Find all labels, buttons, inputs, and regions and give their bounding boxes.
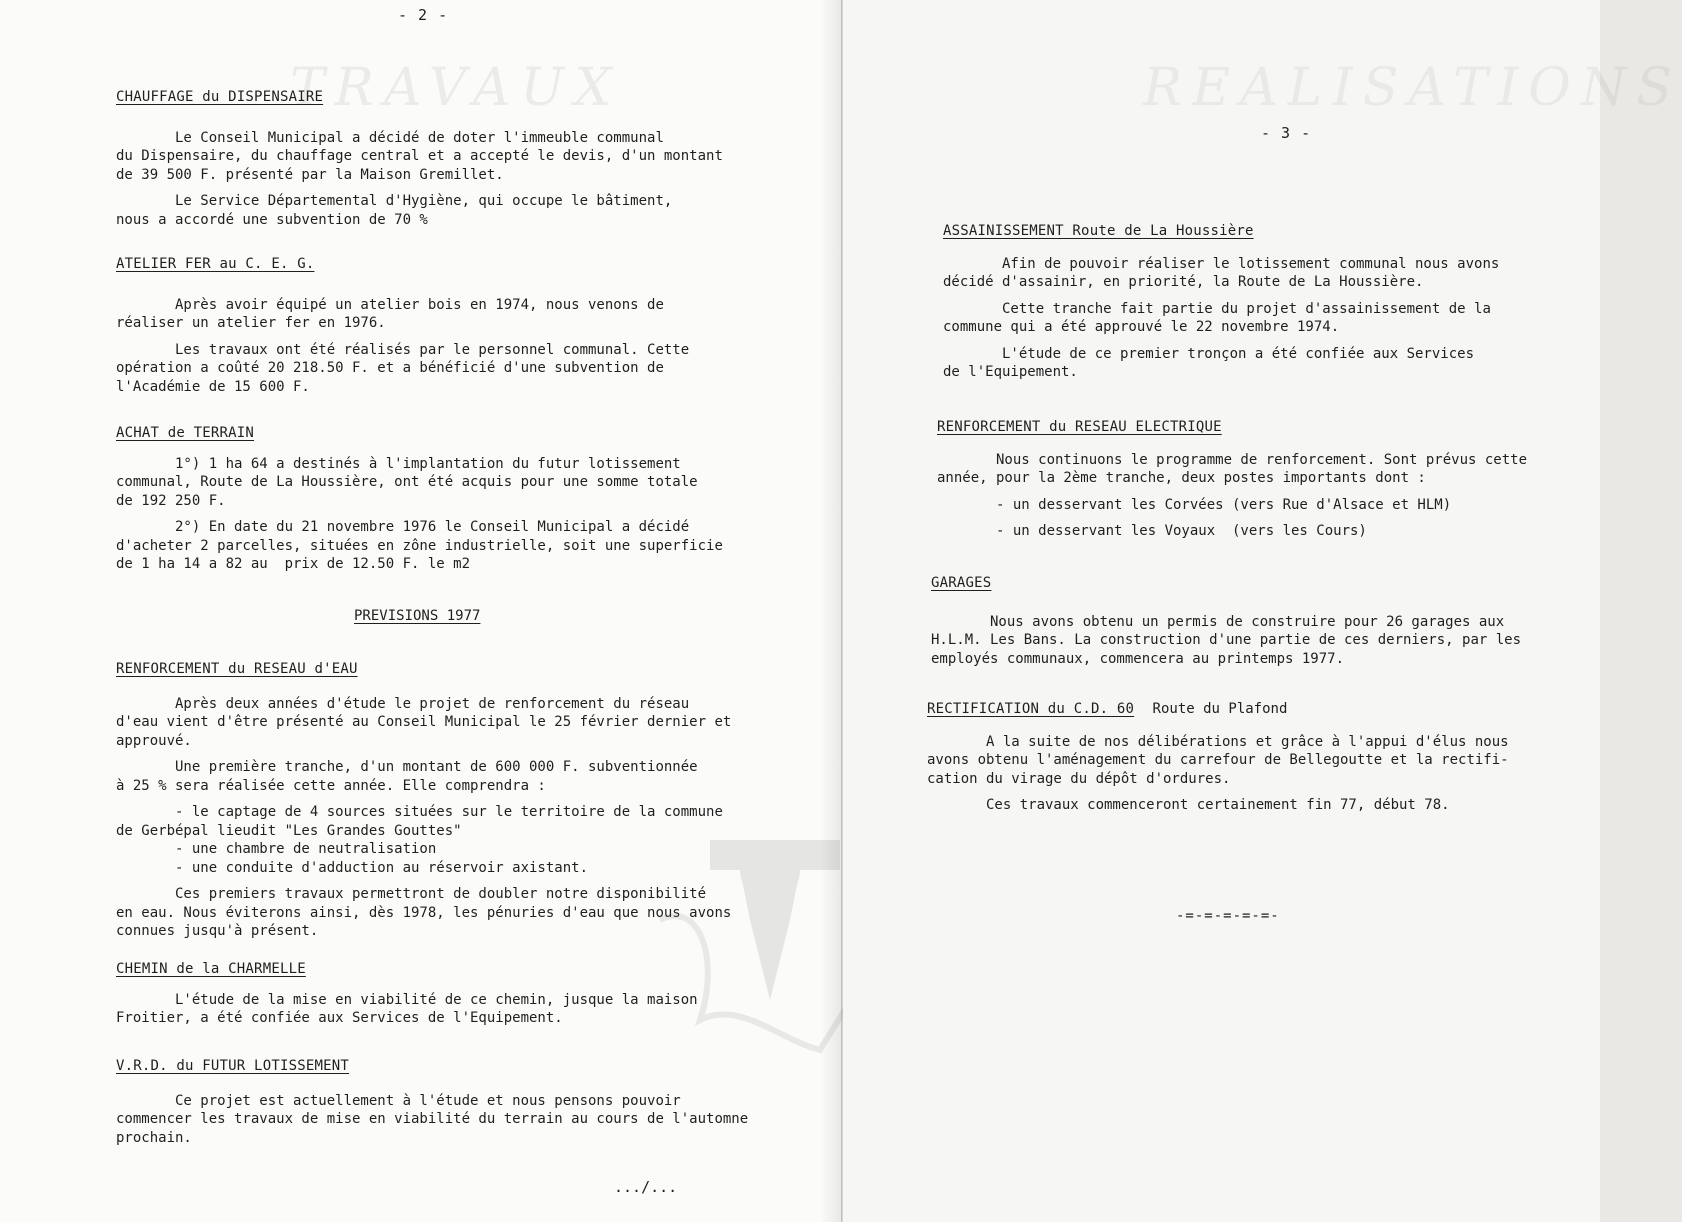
section-heading: CHEMIN de la CHARMELLE	[116, 961, 306, 977]
paragraph: 2°) En date du 21 novembre 1976 le Conseil Municipal a décidé d'acheter 2 parcelles, situées en zône industrielle, soit une superficie de 1 ha 14 a 82 au prix de 12.50 F. le m2	[116, 519, 723, 572]
section-garages	[931, 574, 1521, 668]
page-number: - 2 -	[398, 6, 449, 24]
section-heading: ACHAT de TERRAIN	[116, 425, 255, 441]
paragraph: Le Service Départemental d'Hygiène, qui occupe le bâtiment, nous a accordé une subvention de 70 %	[116, 193, 673, 228]
page-number: - 3 -	[1261, 124, 1312, 142]
paragraph: Le Conseil Municipal a décidé de doter l'immeuble communal du Dispensaire, du chauffage central et a accepté le devis, d'un montant de 39 500 F. présenté par la Maison Gremillet.	[116, 129, 723, 183]
bleed-through-heading: TRAVAUX	[290, 58, 622, 118]
paragraph: Les travaux ont été réalisés par le personnel communal. Cette opération a coûté 20 218.50 F. et a bénéficié d'une subvention de l'Académie de 15 600 F.	[116, 341, 690, 395]
section-heading: CHAUFFAGE du DISPENSAIRE	[116, 89, 324, 105]
section-chemin-charmelle	[116, 960, 698, 1028]
section-heading: RENFORCEMENT du RESEAU d'EAU	[116, 661, 358, 677]
section-heading: ASSAINISSEMENT Route de La Houssière	[943, 223, 1254, 239]
paragraph: L'étude de ce premier tronçon a été confiée aux Services de l'Equipement.	[943, 345, 1475, 380]
section-heading-extra: Route du Plafond	[1152, 701, 1288, 717]
paragraph: Ces premiers travaux permettront de doubler notre disponibilité en eau. Nous éviterons ainsi, dès 1978, les pénuries d'eau que nous avons connues jusqu'à présent.	[116, 886, 732, 939]
section-heading: RENFORCEMENT du RESEAU ELECTRIQUE	[937, 419, 1222, 435]
section-heading: GARAGES	[931, 575, 992, 591]
bleed-through-heading: REALISATIONS	[1143, 58, 1682, 118]
paragraph: A la suite de nos délibérations et grâce à l'appui d'élus nous avons obtenu l'aménagement du carrefour de Bellegoutte et la rectifi- cation du virage du dépôt d'ordures.	[927, 733, 1509, 787]
paragraph: - le captage de 4 sources situées sur le territoire de la commune de Gerbépal lieudit "Les Grandes Gouttes" - une chambre de neutralisation - une conduite d'adduction au réservoir axistant.	[116, 804, 723, 876]
section-vrd-lotissement	[116, 1057, 748, 1147]
paragraph: 1°) 1 ha 64 a destinés à l'implantation du futur lotissement communal, Route de La Houssière, ont été acquis pour une somme totale de 192 250 F.	[116, 455, 698, 509]
section-heading: ATELIER FER au C. E. G.	[116, 256, 315, 272]
paragraph: Cette tranche fait partie du projet d'assainissement de la commune qui a été approuvé le 22 novembre 1974.	[943, 300, 1491, 335]
section-heading: V.R.D. du FUTUR LOTISSEMENT	[116, 1058, 349, 1074]
section-rectification-cd60	[927, 700, 1509, 815]
right-page	[843, 0, 1682, 1222]
section-heading: RECTIFICATION du C.D. 60	[927, 701, 1135, 717]
section-assainissement	[943, 222, 1499, 382]
section-reseau-eau	[116, 660, 731, 941]
paragraph: Après avoir équipé un atelier bois en 1974, nous venons de réaliser un atelier fer en 1976.	[116, 296, 664, 331]
paragraph: Ce projet est actuellement à l'étude et nous pensons pouvoir commencer les travaux de mise en viabilité du terrain au cours de l'automne prochain.	[116, 1092, 749, 1146]
paragraph: Une première tranche, d'un montant de 600 000 F. subventionnée à 25 % sera réalisée cette année. Elle comprendra :	[116, 759, 698, 794]
paragraph: - un desservant les Corvées (vers Rue d'Alsace et HLM)	[937, 496, 1452, 513]
previsions-title: PREVISIONS 1977	[354, 608, 481, 624]
section-achat-terrain	[116, 424, 723, 574]
paragraph: Nous avons obtenu un permis de construire pour 26 garages aux H.L.M. Les Bans. La construction d'une partie de ces derniers, par les employés communaux, commencera au printemps 1977.	[931, 613, 1522, 667]
section-atelier-fer	[116, 255, 689, 396]
paragraph: Nous continuons le programme de renforcement. Sont prévus cette année, pour la 2ème tranche, deux postes importants dont :	[937, 451, 1528, 486]
paragraph: Afin de pouvoir réaliser le lotissement communal nous avons décidé d'assainir, en priorité, la Route de La Houssière.	[943, 255, 1500, 290]
separator-line: -=-=-=-=-=-	[1176, 908, 1280, 924]
paragraph: L'étude de la mise en viabilité de ce chemin, jusque la maison Froitier, a été confiée aux Services de l'Equipement.	[116, 991, 698, 1026]
section-chauffage	[116, 88, 723, 229]
section-reseau-electrique	[937, 418, 1527, 541]
paragraph: Après deux années d'étude le projet de renforcement du réseau d'eau vient d'être présenté au Conseil Municipal le 25 février dernier et approuvé.	[116, 695, 732, 749]
paragraph: - un desservant les Voyaux (vers les Cours)	[937, 523, 1367, 539]
paragraph: Ces travaux commenceront certainement fin 77, début 78.	[927, 797, 1450, 813]
continuation-mark: .../...	[614, 1178, 678, 1196]
